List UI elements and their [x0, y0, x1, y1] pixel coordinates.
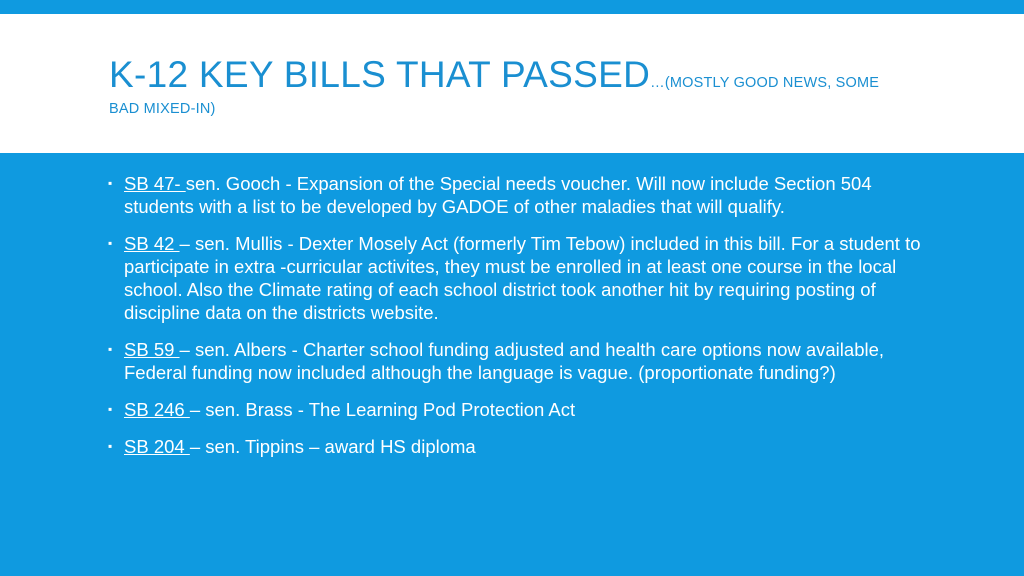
slide-title-suffix: …(MOSTLY GOOD NEWS, SOME [650, 75, 880, 91]
slide-title-suffix-line2: BAD MIXED-IN) [109, 101, 216, 117]
list-item [108, 398, 928, 421]
list-item [108, 435, 928, 458]
bill-link-sb204[interactable]: SB 204 [124, 436, 190, 457]
slide-title-main: K-12 KEY BILLS THAT PASSED [109, 54, 651, 95]
list-item [108, 172, 928, 218]
slide-title [109, 56, 969, 93]
bullet-icon: ▪ [108, 342, 113, 356]
list-item [108, 338, 928, 384]
bill-description: – sen. Tippins – award HS diploma [189, 436, 476, 457]
bill-list [108, 172, 928, 472]
bill-description: – sen. Brass - The Learning Pod Protection Act [189, 399, 576, 420]
bullet-icon: ▪ [108, 439, 113, 453]
list-item [108, 232, 928, 324]
bullet-icon: ▪ [108, 176, 113, 190]
bullet-icon: ▪ [108, 236, 113, 250]
bill-description: sen. Gooch - Expansion of the Special needs voucher. Will now include Section 504 students with a list to be developed by GADOE of other maladies that will qualify. [124, 173, 872, 217]
bill-description: – sen. Mullis - Dexter Mosely Act (formerly Tim Tebow) included in this bill. For a student to participate in extra -curricular activites, they must be enrolled in at least one course in the local school. Also the Climate rating of each school district took another hit by requiring posting of discipline data on the districts website. [124, 233, 921, 323]
bill-description: – sen. Albers - Charter school funding adjusted and health care options now available, Federal funding now included although the language is vague. (proportionate funding?) [124, 339, 885, 383]
bill-link-sb246[interactable]: SB 246 [124, 399, 190, 420]
bullet-icon: ▪ [108, 402, 113, 416]
bill-link-sb59[interactable]: SB 59 [124, 339, 180, 360]
bill-link-sb47[interactable]: SB 47- [124, 173, 186, 194]
bill-link-sb42[interactable]: SB 42 [124, 233, 180, 254]
top-accent-strip [0, 0, 1024, 14]
